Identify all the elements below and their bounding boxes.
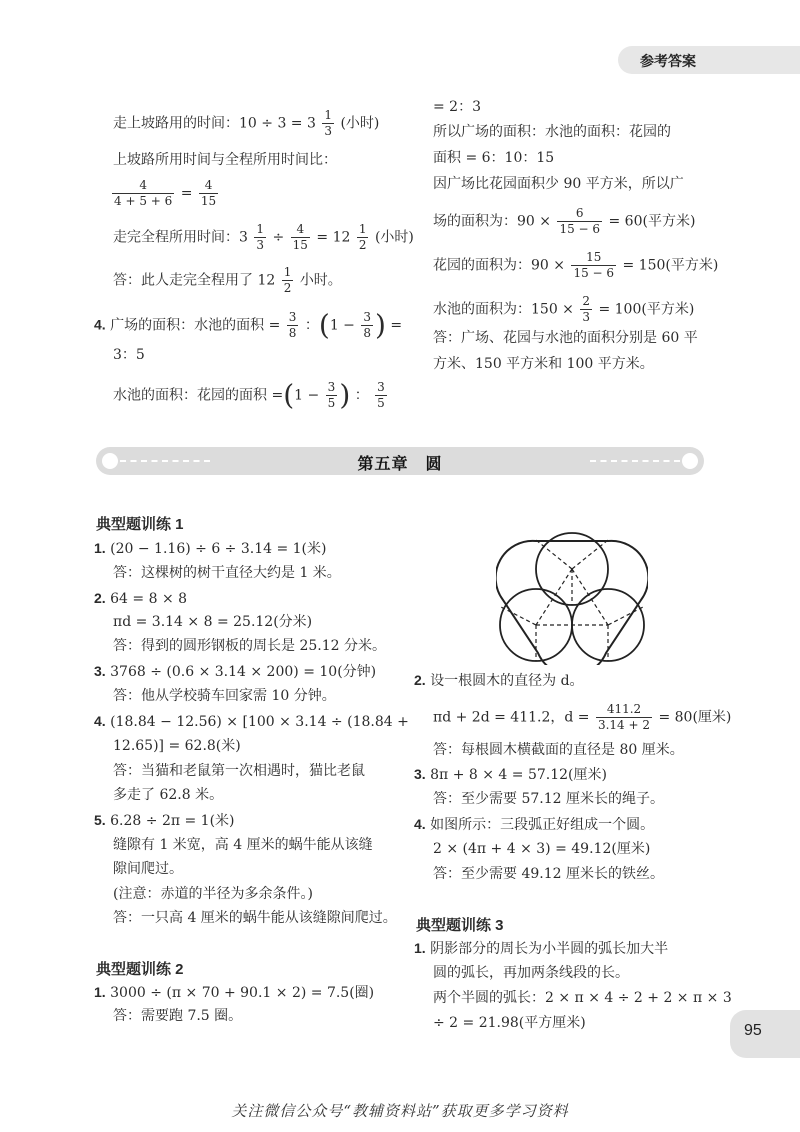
answer-2-calc: πd = 3.14 × 8 = 25.12(分米) [113,614,313,630]
tr-line-3: 面积 = 6：10：15 [433,150,555,166]
fraction: $\frac{15}{15 - 6}$ [573,250,615,280]
answer-c4: 4. 如图所示：三段弧正好组成一个圆。 [414,816,655,833]
fraction: $\frac{3}{8}$ [363,310,371,340]
fraction: $\frac{1}{2}$ [283,265,292,295]
page-number: 95 [744,1022,762,1039]
answer-4-cont: 12.65)] = 62.8(米) [113,738,241,754]
fraction: $\frac{3}{5}$ [377,380,385,410]
banner-dash-right [590,460,680,462]
tl-line-2: 上坡路所用时间与全程所用时间比： [113,152,337,168]
rope-outline [496,541,648,665]
fraction: $\frac{4}{15}$ [292,222,308,252]
answer-c3: 3. 8π + 8 × 4 = 57.12(厘米) [414,766,607,783]
tr-line-5: 场的面积为：90 × $\frac{6}{15 - 6}$ = 60(平方米) [433,206,696,236]
page-number-tab [730,1010,800,1058]
answer-5-note: (注意：赤道的半径为多余条件。) [113,886,313,902]
fraction: $\frac{2}{3}$ [582,294,590,324]
chapter-title: 第五章 圆 [357,456,443,473]
answer-4-reply: 答：当猫和老鼠第一次相遇时，猫比老鼠 [113,763,365,779]
banner-cap-right [682,453,698,469]
answer-b1-reply: 答：需要跑 7.5 圈。 [113,1008,243,1024]
footer-promo-text: 关注微信公众号“教辅资料站”获取更多学习资料 [231,1102,569,1120]
tr-line-6: 花园的面积为：90 × $\frac{15}{15 - 6}$ = 150(平方米) [433,250,719,280]
answer-d1-calc: 两个半圆的弧长：2 × π × 4 ÷ 2 + 2 × π × 3 [433,990,732,1006]
three-circles-figure [496,523,648,665]
answer-2-reply: 答：得到的圆形钢板的周长是 25.12 分米。 [113,638,386,654]
answer-1: 1. (20 − 1.16) ÷ 6 ÷ 3.14 = 1(米) [94,540,327,557]
chapter-banner [96,447,704,475]
tl-line-5: 答：此人走完全程用了 12 $\frac{1}{2}$ 小时。 [113,265,342,295]
fraction: $\frac{1}{3}$ [256,222,265,252]
tr-line-4: 因广场比花园面积少 90 平方米，所以广 [433,176,684,192]
tr-line-1: = 2：3 [433,99,481,115]
tr-line-9: 方米、150 平方米和 100 平方米。 [433,356,654,372]
section-heading-3: 典型题训练 3 [416,917,504,934]
answer-5-text: 缝隙有 1 米宽，高 4 厘米的蜗牛能从该缝 [113,837,373,853]
tl-line-4: 走完全程所用时间：3 $\frac{1}{3}$ ÷ $\frac{4}{15}$ = 12 $\frac{1}{2}$ (小时) [113,222,414,252]
fraction: $\frac{411.2}{3.14 + 2}$ [597,702,651,732]
answer-4-reply-cont: 多走了 62.8 米。 [113,787,224,803]
answer-2: 2. 64 = 8 × 8 [94,590,188,607]
answer-d1-cont: 圆的弧长，再加两条线段的长。 [433,965,629,981]
tr-line-7: 水池的面积为：150 × $\frac{2}{3}$ = 100(平方米) [433,294,695,324]
answer-c4-calc: 2 × (4π + 4 × 3) = 49.12(厘米) [433,841,651,857]
tl-line-3: $\frac{4}{4 + 5 + 6}$ = $\frac{4}{15}$ [114,178,217,208]
fraction: $\frac{4}{15}$ [200,178,217,208]
answer-3: 3. 3768 ÷ (0.6 × 3.14 × 200) = 10(分钟) [94,663,377,680]
tl-q4-line-3: 水池的面积：花园的面积 =(1 − $\frac{3}{5}$ ) ： $\frac{3}{5}$ [113,378,385,412]
answer-5: 5. 6.28 ÷ 2π = 1(米) [94,812,235,829]
tr-line-8: 答：广场、花园与水池的面积分别是 60 平 [433,330,698,346]
answer-4: 4. (18.84 − 12.56) × [100 × 3.14 ÷ (18.84 + [94,713,409,730]
section-heading-2: 典型题训练 2 [96,961,184,978]
fraction: $\frac{3}{8}$ [288,310,297,340]
answer-d1-calc-cont: ÷ 2 = 21.98(平方厘米) [433,1015,586,1031]
dashed-radii [501,540,643,661]
header-title: 参考答案 [640,53,696,69]
tl-q4-line-1: 4. 广场的面积：水池的面积 = $\frac{3}{8}$ ：(1 − $\frac{3}{8}$ ) = [94,308,403,342]
tl-q4-line-2: 3：5 [113,347,145,363]
fraction: $\frac{3}{5}$ [327,380,336,410]
tr-line-2: 所以广场的面积：水池的面积：花园的 [433,124,671,140]
answer-3-reply: 答：他从学校骑车回家需 10 分钟。 [113,688,336,704]
section-heading-1: 典型题训练 1 [96,516,184,533]
answer-c2-calc: πd + 2d = 411.2，d = $\frac{411.2}{3.14 + 2}$ = 80(厘米) [433,702,732,732]
answer-5-text-cont: 隙间爬过。 [113,861,183,877]
fraction: $\frac{6}{15 - 6}$ [559,206,601,236]
answer-5-reply: 答：一只高 4 厘米的蜗牛能从该缝隙间爬过。 [113,910,397,926]
fraction: $\frac{1}{3}$ [324,108,332,138]
tl-line-1: 走上坡路用的时间：10 ÷ 3 = 3 $\frac{1}{3}$ (小时) [113,108,380,138]
answer-c2: 2. 设一根圆木的直径为 d。 [414,672,584,689]
answer-c4-reply: 答：至少需要 49.12 厘米长的铁丝。 [433,866,664,882]
answer-d1: 1. 阴影部分的周长为小半圆的弧长加大半 [414,940,669,957]
answer-1-reply: 答：这棵树的树干直径大约是 1 米。 [113,565,341,581]
fraction: $\frac{4}{4 + 5 + 6}$ [114,178,173,208]
answer-c2-reply: 答：每根圆木横截面的直径是 80 厘米。 [433,742,684,758]
answer-c3-reply: 答：至少需要 57.12 厘米长的绳子。 [433,791,664,807]
fraction: $\frac{1}{2}$ [358,222,367,252]
answer-b1: 1. 3000 ÷ (π × 70 + 90.1 × 2) = 7.5(圈) [94,984,375,1001]
